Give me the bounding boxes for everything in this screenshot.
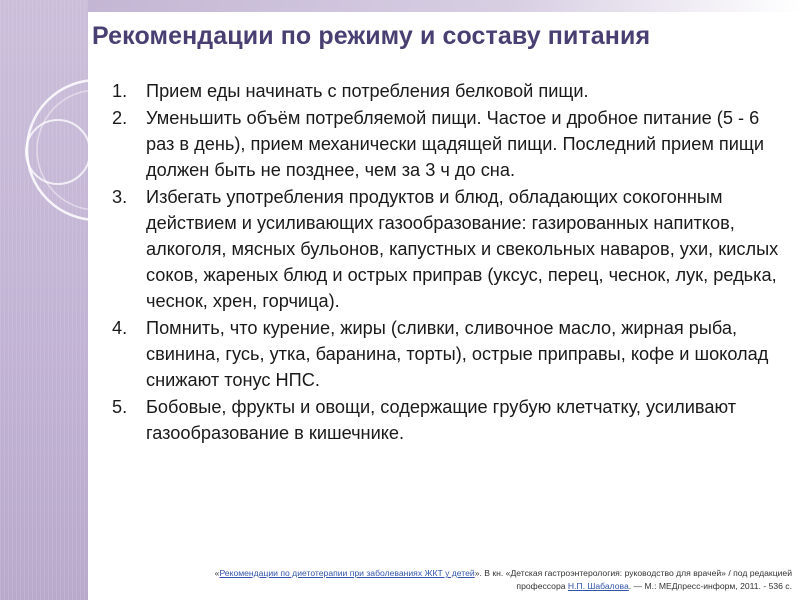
source-citation xyxy=(112,567,792,593)
citation-book-text: ». В кн. «Детская гастроэнтерология: руководство для врачей» / под редакцией xyxy=(474,568,792,578)
list-item-text: Прием еды начинать с потребления белковой пищи. xyxy=(146,81,589,101)
citation-line-1 xyxy=(112,567,792,580)
list-item xyxy=(112,394,784,446)
list-item-number: 5. xyxy=(112,397,128,417)
list-item xyxy=(112,105,784,183)
citation-line-2 xyxy=(112,580,792,593)
slide-title: Рекомендации по режиму и составу питания xyxy=(92,22,651,50)
list-item xyxy=(112,184,784,314)
list-item xyxy=(112,315,784,393)
citation-editor-link[interactable]: Н.П. Шабалова xyxy=(567,581,629,591)
list-item-number: 1. xyxy=(112,81,128,101)
list-item-number: 2. xyxy=(112,108,128,128)
citation-publisher-text: . — М.: МЕДпресс-информ, 2011. - 536 с. xyxy=(628,581,792,591)
list-item-number: 4. xyxy=(112,318,128,338)
citation-article-link[interactable]: Рекомендации по диетотерапии при заболеваниях ЖКТ у детей xyxy=(219,568,475,578)
list-item-text: Бобовые, фрукты и овощи, содержащие грубую клетчатку, усиливают газообразование в кишечнике. xyxy=(146,397,737,443)
list-item-number: 3. xyxy=(112,187,128,207)
list-item xyxy=(112,78,784,104)
list-item-text: Помнить, что курение, жиры (сливки, сливочное масло, жирная рыба, свинина, гусь, утка, баранина, торты), острые приправы, кофе и шоколад снижают тонус НПС. xyxy=(146,318,769,390)
citation-editor-prefix: профессора xyxy=(516,581,568,591)
list-item-text: Избегать употребления продуктов и блюд, обладающих сокогонным действием и усиливающих газообразование: газированных напитков, алкоголя, мясных бульонов, капустных и свекольных наваров, ухи, кислых соков, жареных блюд и острых приправ (уксус, перец, чеснок, лук, редька, чеснок, хрен, горчица). xyxy=(146,187,779,311)
recommendations-list xyxy=(112,78,784,447)
citation-open-quote: « xyxy=(214,568,220,578)
list-item-text: Уменьшить объём потребляемой пищи. Частое и дробное питание (5 - 6 раз в день), прием механически щадящей пищи. Последний прием пищи должен быть не позднее, чем за 3 ч до сна. xyxy=(146,108,765,180)
